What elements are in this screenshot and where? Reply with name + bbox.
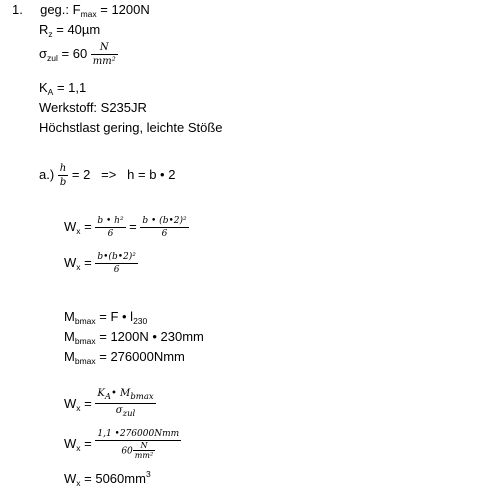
wx3-m-sub: bmax — [130, 392, 154, 403]
m2-rhs: = 1200N • 230mm — [95, 329, 204, 344]
wx2-denominator: 6 — [113, 264, 120, 275]
wx3-numerator — [95, 388, 155, 404]
wx-formula-4 — [64, 424, 181, 468]
wx4-den-unit-fraction — [133, 441, 155, 461]
rz-subscript: z — [48, 29, 53, 39]
m1-symbol: M — [64, 309, 75, 324]
load-line: Höchstlast gering, leichte Stöße — [39, 120, 223, 135]
wx5-rhs: = 5060mm — [80, 471, 146, 486]
sigma-symbol: σ — [39, 46, 48, 61]
sigma-subscript: zul — [47, 53, 58, 63]
f-max-value: = 1200N — [96, 2, 150, 17]
wx3-equals: = — [80, 396, 96, 411]
wx1-fraction-1 — [95, 215, 125, 241]
wx1-fraction-2 — [140, 215, 188, 241]
rz-value: = 40µm — [52, 22, 101, 37]
m1-rhs: = F • l — [95, 309, 134, 324]
wx2-symbol: W — [64, 255, 77, 270]
ka-line — [39, 80, 86, 100]
wx2-numerator: b•(b•2)² — [97, 251, 136, 262]
wx1-equals: = — [80, 219, 96, 234]
material-line: Werkstoff: S235JR — [39, 100, 147, 115]
sigma-unit-denominator: mm² — [92, 55, 116, 67]
wx-formula-2 — [64, 246, 138, 284]
wx4-den-unit-den: mm² — [134, 451, 154, 461]
wx3-k: K — [97, 388, 105, 400]
wx4-numerator: 1,1 •276000Nmm — [97, 429, 180, 440]
ka-subscript: A — [47, 87, 54, 97]
moment-line-3 — [64, 349, 185, 369]
wx1-f1-numerator: b • h² — [97, 215, 124, 226]
m2-subscript: bmax — [74, 336, 96, 346]
wx1-symbol: W — [64, 219, 77, 234]
ratio-denominator: b — [59, 176, 67, 188]
wx1-f1-denominator: 6 — [107, 228, 114, 239]
part-a-label: a.) — [39, 167, 55, 182]
wx-formula-1 — [64, 210, 189, 248]
wx3-symbol: W — [64, 396, 77, 411]
wx5-superscript: 3 — [145, 469, 151, 479]
wx4-denominator — [95, 441, 181, 461]
wx3-sigma: σ — [115, 405, 123, 417]
ka-value: = 1,1 — [53, 80, 87, 95]
sigma-equals: = 60 — [57, 46, 91, 61]
wx4-den-60: 60 — [121, 446, 133, 457]
wx3-fraction — [95, 388, 155, 421]
m3-subscript: bmax — [74, 356, 96, 366]
ratio-result: = 2 => h = b • 2 — [68, 167, 176, 182]
given-forces-line — [12, 2, 150, 22]
moment-line-1 — [64, 309, 147, 329]
wx-result-line — [64, 466, 151, 491]
wx4-equals: = — [80, 436, 96, 451]
item-number: 1. — [12, 2, 23, 17]
m2-symbol: M — [64, 329, 75, 344]
sigma-unit-numerator: N — [91, 42, 118, 55]
f-max-subscript: max — [80, 9, 97, 19]
wx3-k-sub: A — [104, 392, 111, 403]
sigma-unit-fraction — [91, 42, 118, 68]
wx-formula-3 — [64, 386, 156, 426]
m1-l-subscript: 230 — [133, 316, 148, 326]
wx3-subscript: x — [76, 403, 81, 413]
ka-symbol: K — [39, 80, 48, 95]
wx4-den-unit-num: N — [133, 441, 155, 451]
given-label: geg.: F — [40, 2, 81, 17]
wx1-f2-denominator: 6 — [161, 228, 168, 239]
sigma-zul-line — [39, 40, 118, 72]
part-a-ratio-line — [39, 160, 175, 190]
wx5-symbol: W — [64, 471, 77, 486]
wx3-denominator — [95, 404, 155, 421]
wx1-subscript: x — [76, 226, 81, 236]
wx2-equals: = — [80, 255, 96, 270]
wx4-fraction — [95, 428, 181, 461]
m1-subscript: bmax — [74, 316, 96, 326]
wx2-subscript: x — [76, 262, 81, 272]
m3-symbol: M — [64, 349, 75, 364]
wx1-equals-2: = — [125, 219, 141, 234]
moment-line-2 — [64, 329, 204, 349]
rz-symbol: R — [39, 22, 49, 37]
m3-rhs: = 276000Nmm — [95, 349, 185, 364]
h-over-b-fraction — [58, 163, 68, 189]
wx5-subscript: x — [76, 478, 81, 488]
wx4-symbol: W — [64, 436, 77, 451]
wx2-fraction — [95, 251, 138, 277]
wx3-sigma-sub: zul — [122, 409, 136, 420]
wx4-subscript: x — [76, 443, 81, 453]
wx3-dot-m: • M — [110, 388, 131, 400]
wx1-f2-numerator: b • (b•2)² — [142, 215, 187, 226]
roughness-line — [39, 22, 100, 42]
ratio-numerator: h — [59, 162, 67, 174]
